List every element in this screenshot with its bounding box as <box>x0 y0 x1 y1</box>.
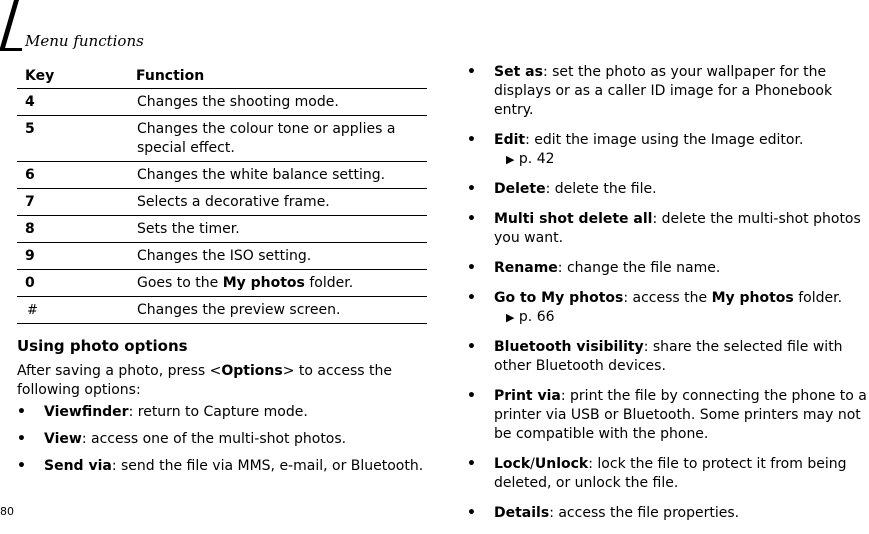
bullet-icon: • <box>467 211 476 227</box>
bullet-icon: • <box>467 132 476 148</box>
table-cell-key: 7 <box>17 189 128 216</box>
bullet-icon: • <box>467 388 476 404</box>
options-list-right <box>467 63 869 534</box>
bullet-icon: • <box>467 181 476 197</box>
table-row <box>17 297 427 324</box>
function-text: folder. <box>304 275 354 291</box>
page-reference: p. 66 <box>518 309 555 325</box>
list-item <box>17 430 427 449</box>
table-cell-function: Changes the preview screen. <box>128 297 427 324</box>
option-term: Bluetooth visibility <box>494 339 644 355</box>
folder-name: My photos <box>711 290 794 306</box>
option-term: Edit <box>494 132 526 148</box>
table-cell-function: Changes the colour tone or applies a special effect. <box>128 116 427 162</box>
intro-text: > to access the following options: <box>17 363 392 398</box>
bullet-icon: • <box>17 431 26 447</box>
list-item <box>467 180 869 199</box>
option-desc: : lock the file to protect it from being deleted, or unlock the file. <box>494 456 847 491</box>
table-cell-key: 9 <box>17 243 128 270</box>
option-desc: folder. <box>793 290 843 306</box>
bullet-icon: • <box>467 64 476 80</box>
option-term: Lock <box>494 456 531 472</box>
section-intro <box>17 362 432 400</box>
bullet-icon: • <box>467 260 476 276</box>
table-cell-function <box>128 270 427 297</box>
table-row <box>17 243 427 270</box>
list-item <box>467 63 869 120</box>
option-desc: : access the file properties. <box>549 505 740 521</box>
list-item <box>467 387 869 444</box>
table-row <box>17 116 427 162</box>
option-desc: : access the <box>623 290 712 306</box>
column-header-function: Function <box>128 68 427 89</box>
option-desc: : delete the multi-shot photos you want. <box>494 211 861 246</box>
option-term: Go to My photos <box>494 290 624 306</box>
option-desc: : set the photo as your wallpaper for the displays or as a caller ID image for a Phonebook entry. <box>494 64 833 118</box>
table-cell-key: 4 <box>17 89 128 116</box>
table-cell-function: Changes the shooting mode. <box>128 89 427 116</box>
table-cell-function: Sets the timer. <box>128 216 427 243</box>
list-item <box>467 210 869 248</box>
option-term: Set as <box>494 64 543 80</box>
bullet-icon: • <box>467 290 476 306</box>
table-cell-function: Changes the ISO setting. <box>128 243 427 270</box>
option-term: Send via <box>44 458 112 474</box>
table-cell-function: Selects a decorative frame. <box>128 189 427 216</box>
column-header-key: Key <box>17 68 128 89</box>
option-term: Rename <box>494 260 558 276</box>
list-item <box>467 289 869 327</box>
hash-key-icon: # <box>27 303 38 318</box>
page-reference: p. 42 <box>518 151 555 167</box>
table-cell-key: 0 <box>17 270 128 297</box>
key-function-table <box>17 68 427 324</box>
option-term: Viewfinder <box>44 404 129 420</box>
option-desc: : change the file name. <box>557 260 721 276</box>
option-term: Unlock <box>534 456 589 472</box>
option-term: View <box>44 431 82 447</box>
section-heading: Using photo options <box>17 337 188 355</box>
table-cell-key: 6 <box>17 162 128 189</box>
page-ref-arrow-icon: ▶ <box>506 153 515 166</box>
table-row <box>17 162 427 189</box>
table-cell-key: 5 <box>17 116 128 162</box>
folder-name: My photos <box>222 275 305 291</box>
table-header-row <box>17 68 427 89</box>
option-separator: / <box>530 456 535 472</box>
option-term: Details <box>494 505 550 521</box>
list-item <box>467 338 869 376</box>
list-item <box>467 504 869 523</box>
option-term: Multi shot delete all <box>494 211 653 227</box>
page-ref-arrow-icon: ▶ <box>506 311 515 324</box>
function-text: Goes to the <box>137 275 223 291</box>
options-softkey-label: Options <box>221 363 283 379</box>
option-term: Print via <box>494 388 561 404</box>
option-desc: : delete the file. <box>545 181 657 197</box>
bullet-icon: • <box>17 404 26 420</box>
header-title: Menu functions <box>25 32 144 50</box>
list-item <box>467 455 869 493</box>
list-item <box>467 131 869 169</box>
option-desc: : return to Capture mode. <box>128 404 308 420</box>
bullet-icon: • <box>467 339 476 355</box>
option-desc: : share the selected file with other Bluetooth devices. <box>494 339 843 374</box>
page-number: 80 <box>0 505 14 518</box>
table-row <box>17 216 427 243</box>
option-desc: : print the file by connecting the phone to a printer via USB or Bluetooth. Some printers may not be compatible with the phone. <box>494 388 867 442</box>
option-desc: : edit the image using the Image editor. <box>525 132 804 148</box>
bullet-icon: • <box>467 456 476 472</box>
list-item <box>17 457 427 476</box>
bullet-icon: • <box>467 505 476 521</box>
table-row <box>17 189 427 216</box>
table-cell-key: 8 <box>17 216 128 243</box>
list-item <box>467 259 869 278</box>
option-desc: : send the file via MMS, e-mail, or Bluetooth. <box>111 458 424 474</box>
option-desc: : access one of the multi-shot photos. <box>81 431 347 447</box>
list-item <box>17 403 427 422</box>
header-decoration <box>0 0 22 52</box>
option-term: Delete <box>494 181 546 197</box>
intro-text: After saving a photo, press < <box>17 363 222 379</box>
table-row <box>17 270 427 297</box>
table-row <box>17 89 427 116</box>
table-cell-key <box>17 297 128 324</box>
bullet-icon: • <box>17 458 26 474</box>
table-cell-function: Changes the white balance setting. <box>128 162 427 189</box>
options-list-left <box>17 403 427 484</box>
